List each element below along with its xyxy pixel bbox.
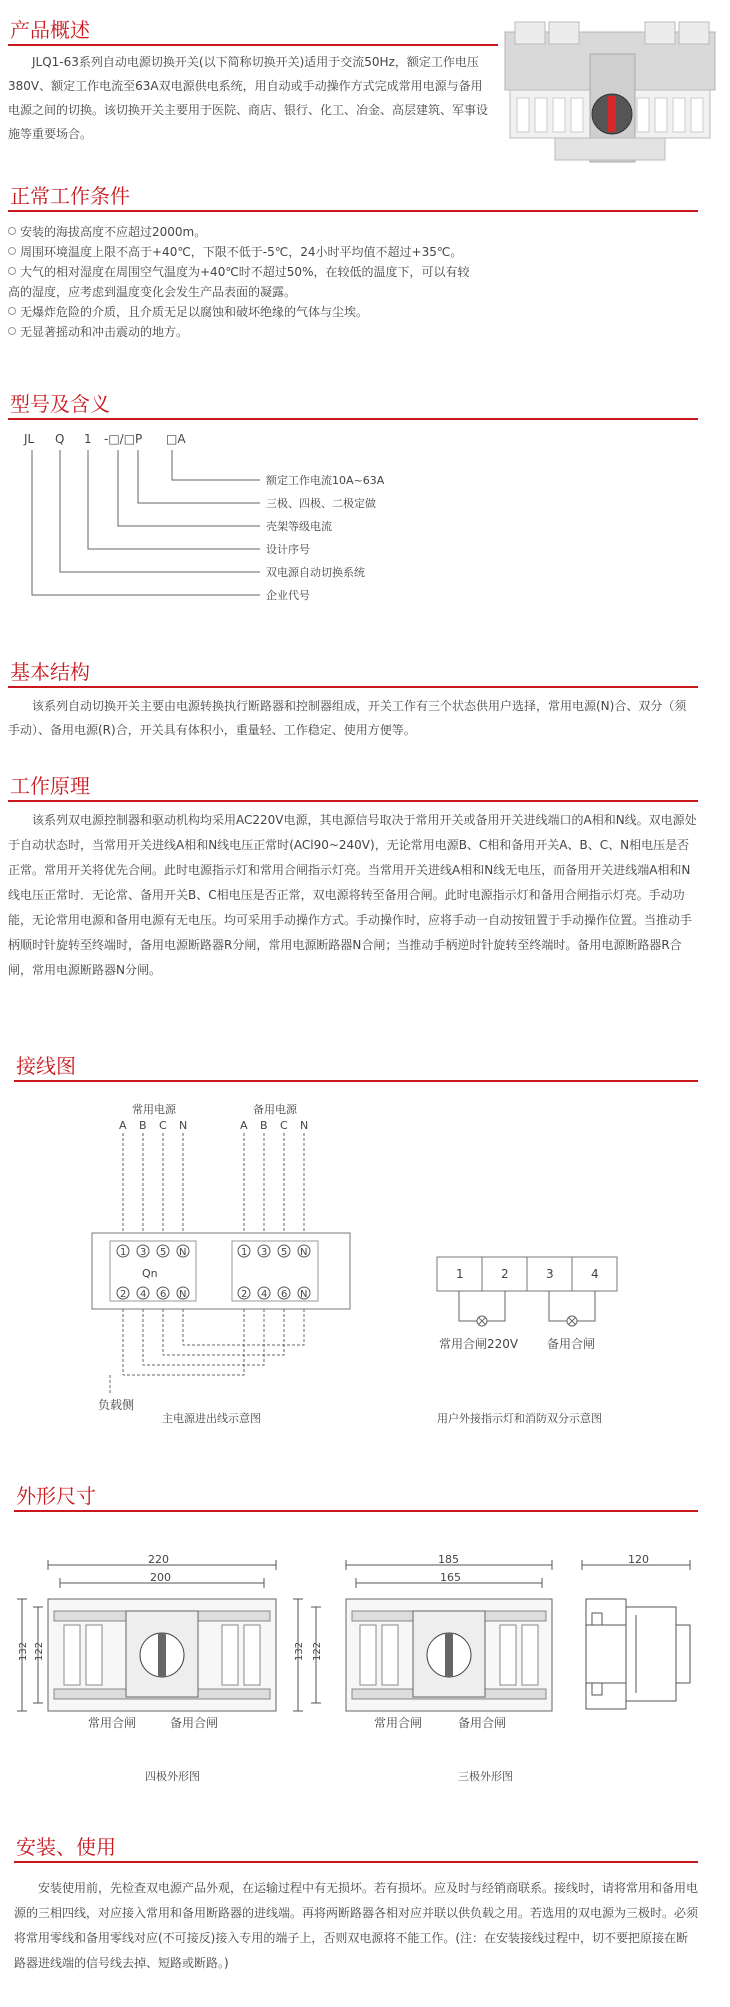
term-top-3b: 3 [261,1247,268,1258]
side-depth: 120 [628,1555,649,1566]
model-code-q: Q [55,432,65,446]
user-term-4: 4 [591,1267,599,1281]
term-top-5: 5 [160,1247,167,1258]
structure-title: 基本结构 [10,660,90,684]
principle-rule [8,800,698,802]
condition-item: 安装的海拔高度不应超过2000m。 [8,222,478,242]
four-pole-backup-close: 备用合闸 [170,1716,219,1730]
term-top-1b: 1 [241,1247,248,1258]
user-term-2: 2 [501,1267,509,1281]
dimensions-rule [14,1510,698,1512]
user-wiring-caption: 用户外接指示灯和消防双分示意图 [437,1412,602,1425]
three-pole-w2: 165 [440,1571,461,1584]
bullet-icon [8,267,16,275]
term-top-3: 3 [140,1247,147,1258]
backup-phase-b: B [260,1119,268,1132]
four-pole-w1: 220 [148,1555,169,1566]
term-top-n: N [179,1247,187,1258]
four-pole-caption: 四极外形图 [145,1770,200,1783]
meaning-current: 额定工作电流10A~63A [266,474,385,487]
lamp-normal-label: 常用合闸220V [439,1337,519,1351]
three-pole-h2: 122 [312,1641,323,1661]
three-pole-h1: 132 [294,1641,305,1661]
normal-phase-n: N [179,1119,188,1132]
bullet-icon [8,247,16,255]
conditions-rule [8,210,698,212]
normal-phase-b: B [139,1119,147,1132]
install-title: 安装、使用 [16,1835,116,1859]
install-text: 安装使用前，先检查双电源产品外观，在运输过程中有无损坏。若有损坏。应及时与经销商联系。接线时，请将常用和备用电源的三相四线，对应接入常用和备用断路器的进线端。再将两断路器各相对应并联以供负载之用。若选用的双电源为三极时。必须将常用零线和备用零线对应(不可接反)接入专用的端子上，否则双电源将不能工作。(注：在安装接线过程中，切不要把原接在断路器进线端的信号线去掉、短路或断路。) [14,1881,699,1970]
model-code-1: 1 [84,432,92,446]
principle-text: 该系列双电源控制器和驱动机构均采用AC220V电源，其电源信号取决于常用开关或备用开关进线端口的A相和N线。双电源处于自动状态时，当常用开关进线A相和N线电压正常时(ACl90~240V)，无论常用电源B、C相和备用开关A、B、C、N相电压是否正常。常用开关将优先合闸。此时电源指示灯和常用合闸指示灯亮。当常用开关进线A相和N线无电压，而备用开关进线端A相和N线电压正常时．无论常、备用开关B、C相电压是否正常，双电源将转至备用合闸。此时电源指示灯和备用合闸指示灯亮。手动功能，无论常用电源和备用电源有无电压。均可采用手动操作方式。手动操作时，应将手动一自动按钮置于手动操作位置。当推动手柄顺时针旋转至终端时，备用电源断路器R分闸，常用电源断路器N合闸；当推动手柄逆时针旋转至终端时。备用电源断路器R合闸，常用电源断路器N分闸。 [8,813,697,977]
term-bot-nb: N [300,1289,308,1300]
conditions-list [8,222,478,342]
main-wiring-diagram [80,1095,370,1430]
backup-phase-c: C [280,1119,288,1132]
term-top-5b: 5 [281,1247,288,1258]
dimensions-title: 外形尺寸 [16,1484,96,1508]
wiring-title: 接线图 [16,1054,76,1078]
condition-item: 无显著摇动和冲击震动的地方。 [8,322,478,342]
three-pole-caption: 三极外形图 [458,1770,513,1783]
overview-text: JLQ1-63系列自动电源切换开关(以下简称切换开关)适用于交流50Hz，额定工作电压380V、额定工作电流至63A双电源供电系统，用自动或手动操作方式完成常用电源与备用电源之间的切换。该切换开关主要用于医院、商店、银行、化工、冶金、高层建筑、军事设施等重要场合。 [8,55,489,141]
backup-phase-n: N [300,1119,309,1132]
term-bot-6: 6 [160,1289,167,1300]
bullet-icon [8,227,16,235]
structure-rule [8,686,698,688]
model-code-pole: -□/□P [104,432,143,446]
three-pole-backup-close: 备用合闸 [458,1716,507,1730]
condition-item: 周围环境温度上限不高于+40℃，下限不低于-5℃，24小时平均值不超过+35℃。 [8,242,478,262]
backup-phase-a: A [240,1119,248,1132]
main-wiring-caption: 主电源进出线示意图 [162,1412,261,1425]
model-title: 型号及含义 [10,392,110,416]
overview-title: 产品概述 [10,18,90,42]
meaning-poles: 三极、四极、二极定做 [266,497,376,510]
bullet-icon [8,327,16,335]
term-bot-2b: 2 [241,1289,248,1300]
three-pole-normal-close: 常用合闸 [374,1716,423,1730]
meaning-design: 设计序号 [266,543,310,556]
four-pole-normal-close: 常用合闸 [88,1716,137,1730]
three-pole-drawing [290,1555,570,1740]
user-term-3: 3 [546,1267,554,1281]
backup-source-label: 备用电源 [253,1103,297,1116]
model-code-current: □A [166,432,186,446]
lamp-backup-label: 备用合闸 [547,1337,596,1351]
overview-rule [8,44,498,46]
load-side-label: 负载侧 [98,1398,135,1412]
four-pole-w2: 200 [150,1571,171,1584]
side-view-drawing [572,1555,702,1725]
three-pole-w1: 185 [438,1555,459,1566]
normal-source-label: 常用电源 [132,1103,176,1116]
product-photo [495,14,725,174]
bullet-icon [8,307,16,315]
term-bot-4b: 4 [261,1289,268,1300]
normal-phase-c: C [159,1119,167,1132]
install-rule [14,1861,698,1863]
user-term-1: 1 [456,1267,464,1281]
condition-item: 大气的相对湿度在周围空气温度为+40℃时不超过50%，在较低的温度下，可以有较高的湿度，应考虑到温度变化会发生产品表面的凝露。 [8,265,470,299]
term-bot-4: 4 [140,1289,147,1300]
term-top-nb: N [300,1247,308,1258]
term-bot-6b: 6 [281,1289,288,1300]
meaning-company: 企业代号 [266,589,310,602]
model-rule [8,418,698,420]
qn-label: Qn [142,1267,158,1280]
meaning-system: 双电源自动切换系统 [266,566,365,579]
four-pole-drawing [14,1555,284,1740]
four-pole-h2: 122 [34,1641,45,1661]
meaning-frame: 壳架等级电流 [266,520,332,533]
condition-item: 无爆炸危险的介质，且介质无足以腐蚀和破坏绝缘的气体与尘埃。 [8,302,478,322]
four-pole-h1: 132 [18,1641,29,1661]
model-code-jl: JL [24,432,35,446]
normal-phase-a: A [119,1119,127,1132]
principle-title: 工作原理 [10,774,90,798]
user-wiring-diagram [425,1255,645,1365]
conditions-title: 正常工作条件 [10,184,130,208]
term-bot-n: N [179,1289,187,1300]
model-diagram [20,428,440,628]
term-bot-2: 2 [120,1289,127,1300]
wiring-rule [14,1080,698,1082]
term-top-1: 1 [120,1247,127,1258]
structure-text: 该系列自动切换开关主要由电源转换执行断路器和控制器组成，开关工作有三个状态供用户选择，常用电源(N)合、双分（须手动）、备用电源(R)合，开关具有体积小，重量轻、工作稳定、使用方便等。 [8,699,687,737]
